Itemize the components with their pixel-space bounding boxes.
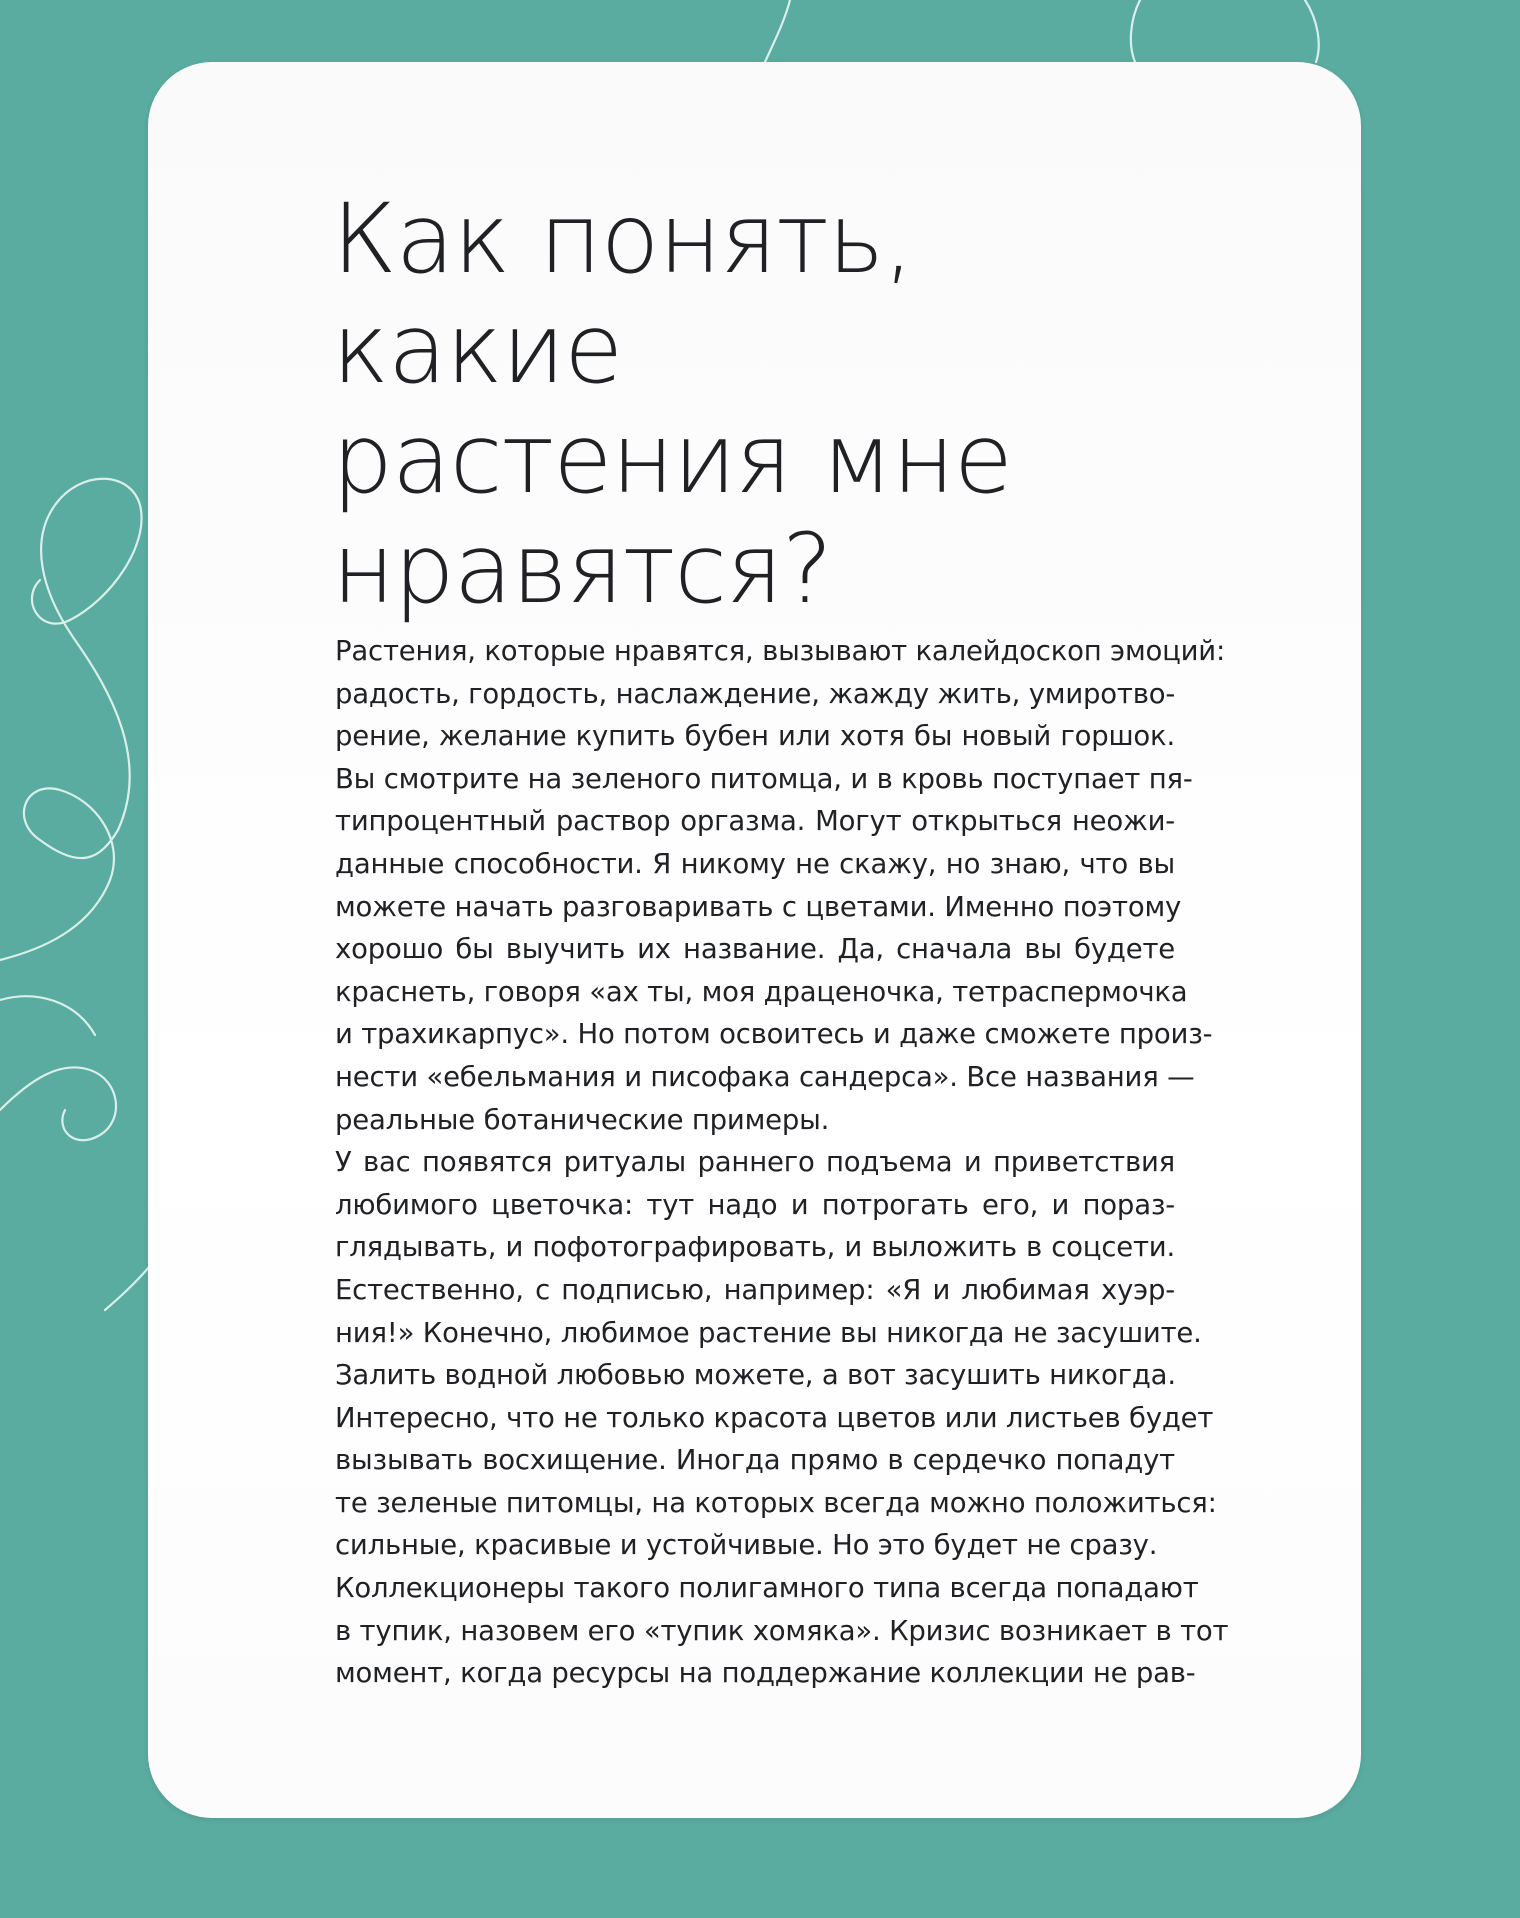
text-line: типроцентный раствор оргазма. Могут открыться неожи- xyxy=(335,805,1175,838)
text-line: можете начать разговаривать с цветами. Именно поэтому xyxy=(335,890,1182,923)
text-line: Вы смотрите на зеленого питомца, и в кровь поступает пя- xyxy=(335,762,1193,795)
title-line: нравятся? xyxy=(332,513,832,625)
text-line: любимого цветочка: тут надо и потрогать его, и пораз- xyxy=(335,1188,1175,1221)
text-line: данные способности. Я никому не скажу, но знаю, что вы xyxy=(335,847,1175,880)
text-line: Растения, которые нравятся, вызывают калейдоскоп эмоций: xyxy=(335,635,1226,667)
text-line: вызывать восхищение. Иногда прямо в сердечко попадут xyxy=(335,1444,1175,1477)
text-line: нести «ебельмания и писофака сандерса». Все названия — xyxy=(335,1060,1195,1093)
text-line: Естественно, с подписью, например: «Я и любимая хуэр- xyxy=(335,1273,1175,1306)
text-line: рение, желание купить бубен или хотя бы новый горшок. xyxy=(335,720,1175,753)
text-line: Залить водной любовью можете, а вот засушить никогда. xyxy=(335,1359,1176,1392)
text-line: Коллекционеры такого полигамного типа всегда попадают xyxy=(335,1572,1199,1605)
paragraph-2 xyxy=(335,1141,1217,1567)
text-line: в тупик, назовем его «тупик хомяка». Кризис возникает в тот xyxy=(335,1614,1229,1647)
text-line: момент, когда ресурсы на поддержание коллекции не рав- xyxy=(335,1657,1196,1690)
paragraph-3 xyxy=(335,1567,1229,1695)
text-line: сильные, красивые и устойчивые. Но это будет не сразу. xyxy=(335,1529,1158,1562)
text-line: те зеленые питомцы, на которых всегда можно положиться: xyxy=(335,1486,1217,1519)
text-line: радость, гордость, наслаждение, жажду жить, умиротво- xyxy=(335,677,1176,710)
text-line: У вас появятся ритуалы раннего подъема и приветствия xyxy=(335,1146,1175,1179)
title-line: Как понять, какие xyxy=(332,183,913,405)
text-line: и трахикарпус». Но потом освоитесь и даже сможете произ- xyxy=(335,1018,1213,1051)
text-line: глядывать, и пофотографировать, и выложить в соцсети. xyxy=(335,1231,1175,1264)
text-line: краснеть, говоря «ах ты, моя драценочка, тетраспермочка xyxy=(335,975,1188,1008)
text-line: хорошо бы выучить их название. Да, сначала вы будете xyxy=(335,933,1175,966)
title-line: растения мне xyxy=(332,403,1012,515)
text-line: реальные ботанические примеры. xyxy=(335,1103,830,1136)
text-line: ния!» Конечно, любимое растение вы никогда не засушите. xyxy=(335,1316,1202,1349)
paragraph-1 xyxy=(335,630,1226,1141)
text-line: Интересно, что не только красота цветов или листьев будет xyxy=(335,1401,1214,1434)
page-title xyxy=(332,184,1232,624)
body-text xyxy=(335,630,1229,1695)
